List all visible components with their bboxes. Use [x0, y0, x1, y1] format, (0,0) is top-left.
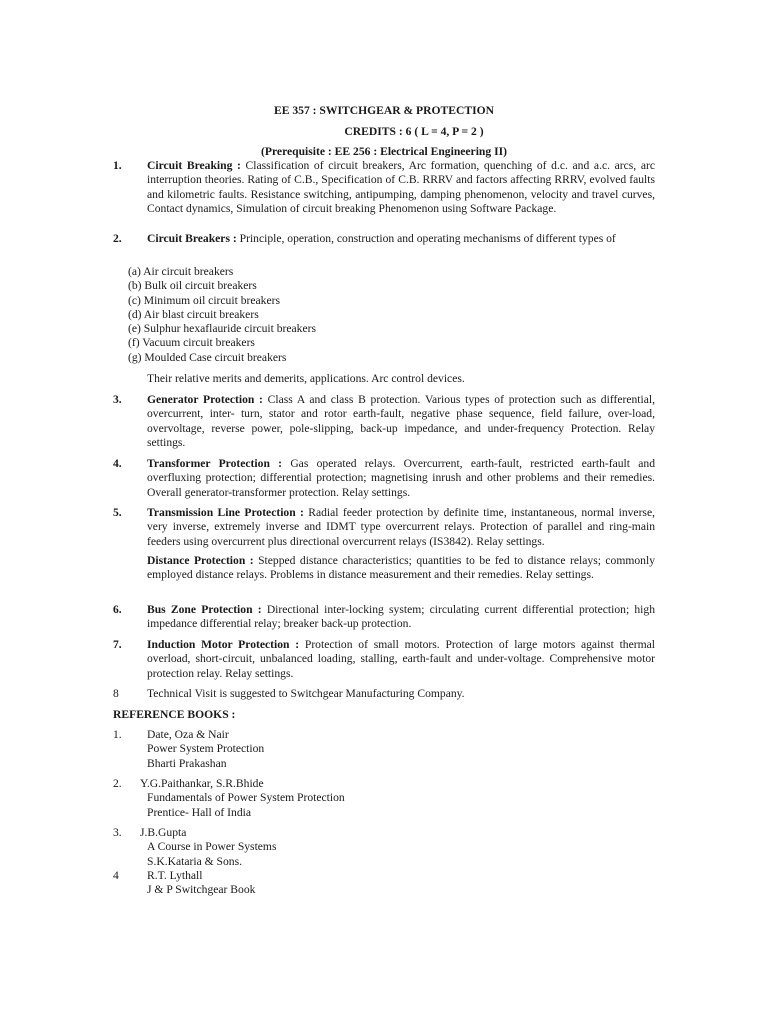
list-item: (b) Bulk oil circuit breakers [128, 279, 257, 293]
topic-text: Directional inter-locking system; circulating current differential protection; high impedance differential relay; breaker back-up protection. [147, 603, 656, 631]
reference-number: 1. [113, 728, 122, 741]
reference-number: 4 [113, 869, 119, 882]
topic-text: Protection of small motors. Protection of large motors against thermal overload, short-circuit, unbalanced loading, stalling, earth-fault and under-voltage. Comprehensive motor protection relay. Relay settings. [147, 638, 655, 680]
reference-item [140, 826, 276, 869]
topic-text: Classification of circuit breakers, Arc formation, quenching of d.c. and a.c. arcs, arc interruption theories. Rating of C.B., Specification of C.B. RRRV and factors affecting RRRV, evolved faults and kilometric faults. Resistance switching, antipumping, damping phenomenon, velocity and travel curves, Contact dynamics, Simulation of circuit breaking Phenomenon using Software Package. [147, 159, 656, 215]
topic-title: Generator Protection : [147, 393, 263, 406]
reference-item [147, 869, 255, 898]
reference-publisher: S.K.Kataria & Sons. [147, 854, 242, 868]
topic-number: 6. [113, 603, 122, 616]
technical-visit-text: Technical Visit is suggested to Switchgear Manufacturing Company. [147, 687, 465, 700]
prerequisite-line: (Prerequisite : EE 256 : Electrical Engineering II) [261, 145, 507, 158]
topic-number: 4. [113, 457, 122, 470]
topic-distance-protection [147, 554, 655, 583]
topic-title: Bus Zone Protection : [147, 603, 262, 616]
list-item: (f) Vacuum circuit breakers [128, 336, 255, 350]
reference-author: J.B.Gupta [140, 826, 187, 839]
reference-number: 3. [113, 826, 122, 839]
breaker-types-list [128, 265, 316, 365]
reference-item [140, 777, 345, 820]
reference-author: Date, Oza & Nair [147, 728, 229, 741]
document-title: EE 357 : SWITCHGEAR & PROTECTION [274, 104, 494, 117]
reference-books-heading: REFERENCE BOOKS : [113, 708, 236, 721]
topic-text: Gas operated relays. Overcurrent, earth-fault, restricted earth-fault and overfluxing protection; differential protection; magnetising inrush and other problems and their remedies. Overall generator-transformer protection. Relay settings. [147, 457, 655, 499]
credits-line: CREDITS : 6 ( L = 4, P = 2 ) [344, 125, 484, 138]
topic-text: Radial feeder protection by definite time, instantaneous, normal inverse, very inverse, extremely inverse and IDMT type overcurrent relays. Protection of parallel and ring-main feeders using overcurrent plus directional overcurrent relays (IS3842). Relay settings. [147, 506, 655, 548]
topic-title: Circuit Breakers : [147, 232, 237, 245]
topic-text: Principle, operation, construction and operating mechanisms of different types of [239, 232, 616, 245]
reference-publisher: Prentice- Hall of India [147, 805, 251, 819]
topic-induction-motor-protection [147, 638, 655, 681]
topic-generator-protection [147, 393, 655, 450]
topic-circuit-breaking [147, 159, 655, 216]
topic-title: Transmission Line Protection : [147, 506, 304, 519]
topic-number: 7. [113, 638, 122, 651]
topic-number: 3. [113, 393, 122, 406]
list-item: (c) Minimum oil circuit breakers [128, 293, 280, 307]
reference-title: A Course in Power Systems [147, 840, 277, 854]
list-item: (a) Air circuit breakers [128, 265, 234, 278]
topic-title: Distance Protection : [147, 554, 254, 567]
topic-number: 2. [113, 232, 122, 245]
topic-circuit-breakers [147, 232, 655, 246]
reference-author: R.T. Lythall [147, 869, 203, 882]
topic-number: 1. [113, 159, 122, 172]
topic-title: Induction Motor Protection : [147, 638, 300, 651]
topic-text: Stepped distance characteristics; quantities to be fed to distance relays; commonly employed distance relays. Problems in distance measurement and their remedies. Relay settings. [147, 554, 655, 582]
list-item: (d) Air blast circuit breakers [128, 307, 259, 321]
list-item: (e) Sulphur hexaflauride circuit breakers [128, 322, 316, 336]
reference-author: Y.G.Paithankar, S.R.Bhide [140, 777, 264, 790]
topic-number: 8 [113, 687, 119, 700]
topic-transmission-line-protection [147, 506, 655, 549]
reference-number: 2. [113, 777, 122, 790]
reference-item [147, 728, 264, 771]
topic-text: Class A and class B protection. Various types of protection such as differential, overcurrent, inter- turn, stator and rotor earth-fault, negative phase sequence, field failure, over-load, overvoltage, reverse power, pole-slipping, back-up impedance, and under-frequency Protection. Relay settings. [147, 393, 655, 449]
reference-publisher: Bharti Prakashan [147, 756, 227, 770]
list-item: (g) Moulded Case circuit breakers [128, 350, 287, 364]
topic-bus-zone-protection [147, 603, 655, 632]
reference-title: Power System Protection [147, 742, 265, 756]
reference-title: J & P Switchgear Book [147, 883, 256, 897]
topic-number: 5. [113, 506, 122, 519]
topic-title: Circuit Breaking : [147, 159, 241, 172]
topic-transformer-protection [147, 457, 655, 500]
reference-title: Fundamentals of Power System Protection [147, 791, 345, 805]
merits-text: Their relative merits and demerits, applications. Arc control devices. [147, 372, 465, 385]
topic-title: Transformer Protection : [147, 457, 283, 470]
